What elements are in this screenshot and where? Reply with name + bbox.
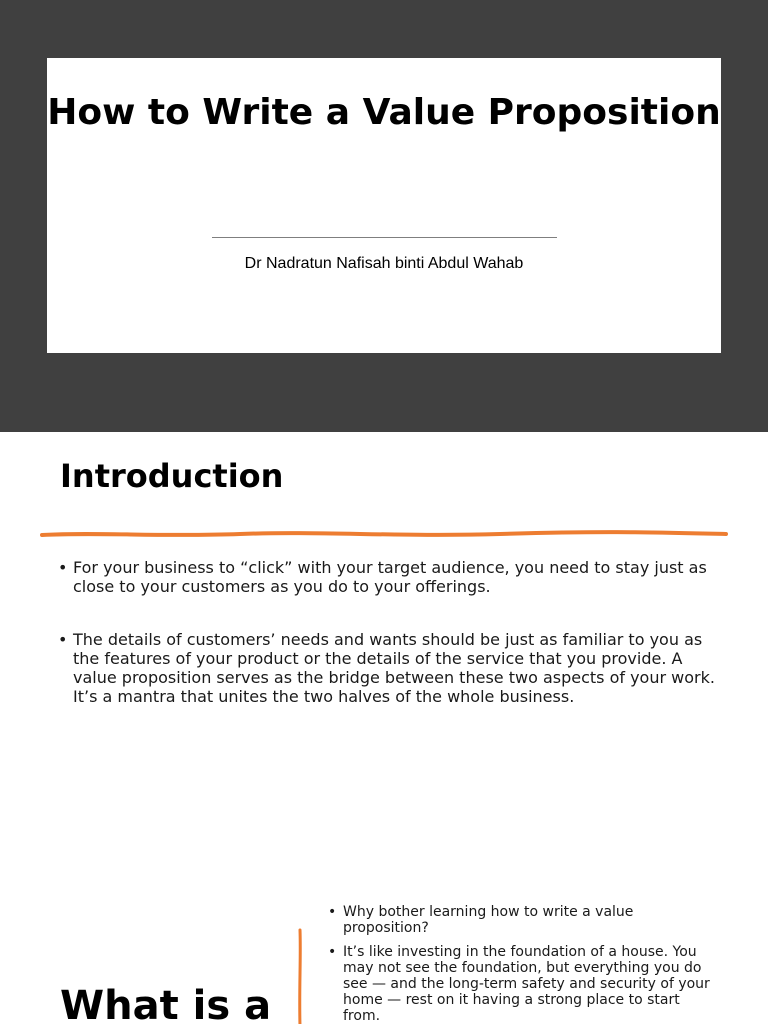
author-subtitle: Dr Nadratun Nafisah binti Abdul Wahab [244,255,524,272]
introduction-bullets [58,558,718,740]
title-divider [212,237,557,238]
introduction-slide [0,432,768,864]
introduction-heading: Introduction [60,457,284,495]
what-is-bullets [328,904,718,1024]
presentation-title: How to Write a Value Proposition [47,92,721,133]
list-item: • It’s like investing in the foundation of a house. You may not see the foundation, but everything you do see — and the long-term safety and security of your home — rest on it having a strong place to start from. [328,944,718,1024]
list-item: • The details of customers’ needs and wants should be just as familiar to you as the features of your product or the details of the service that you provide. A value proposition serves as the bridge between these two aspects of your work. It’s a mantra that unites the two halves of the whole business. [58,630,718,706]
orange-brush-divider [40,528,728,542]
title-slide [0,0,768,432]
what-is-heading: What is a [60,983,272,1024]
list-item: • For your business to “click” with your target audience, you need to stay just as close to your customers as you do to your offerings. [58,558,718,596]
list-item: • Why bother learning how to write a value proposition? [328,904,718,936]
orange-vertical-divider [296,928,304,1024]
what-is-slide [0,864,768,1024]
